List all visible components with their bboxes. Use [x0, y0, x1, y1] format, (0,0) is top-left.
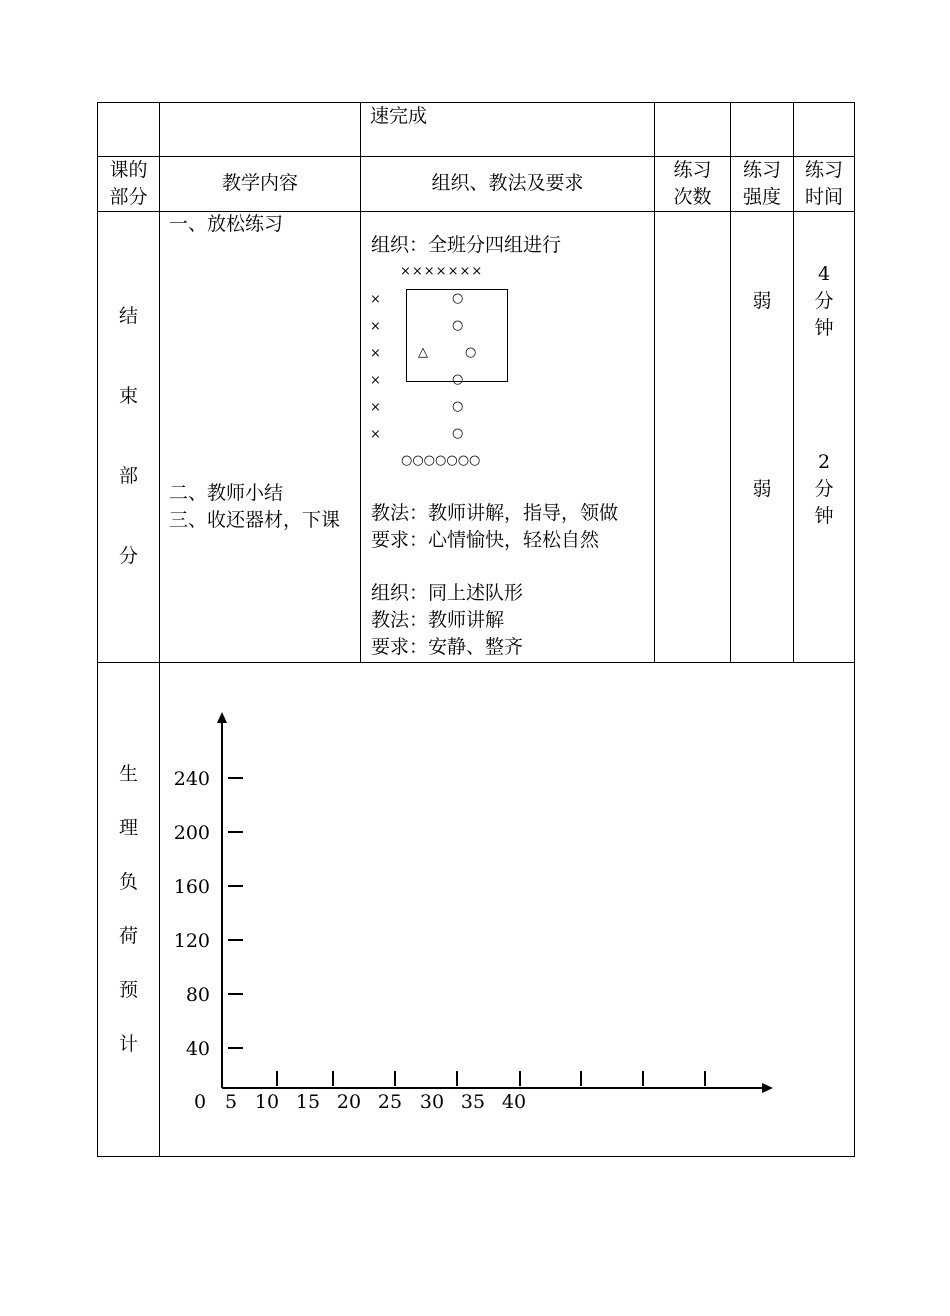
org-line-2: 组织：同上述队形: [371, 582, 524, 604]
y-axis-arrow: [217, 712, 227, 723]
x-tick-label: 30: [419, 1091, 445, 1113]
x-tick-label: 15: [295, 1091, 321, 1113]
circle-mark: ○: [452, 372, 464, 387]
method-line-2: 教法：教师讲解: [371, 609, 505, 631]
time-unit-2: 钟: [814, 317, 834, 339]
circle-mark: ○: [452, 318, 464, 333]
header-intensity-line1: 练习: [742, 159, 781, 181]
cross-mark: ×: [370, 427, 381, 442]
x-tick-label: 40: [501, 1091, 527, 1113]
x-tick-label: 20: [336, 1091, 362, 1113]
circle-mark: ○: [452, 291, 464, 306]
content-item-summary: 二、教师小结: [169, 482, 284, 504]
content-item-dismiss: 三、收还器材，下课: [169, 509, 341, 531]
x-tick-label: 25: [377, 1091, 403, 1113]
y-tick-label: 200: [173, 822, 210, 844]
y-tick-label: 160: [173, 876, 210, 898]
circle-mark: ○: [465, 345, 477, 360]
header-count-line2: 次数: [673, 186, 712, 208]
section-char: 分: [118, 545, 138, 567]
formation-bottom-row: ○○○○○○○: [401, 453, 481, 468]
triangle-mark: △: [418, 345, 428, 360]
header-intensity-line2: 强度: [742, 186, 781, 208]
requirement-line-2: 要求：安静、整齐: [371, 636, 524, 658]
header-organization: 组织、教法及要求: [431, 172, 584, 194]
cross-mark: ×: [370, 292, 381, 307]
time-digit: 2: [817, 451, 831, 473]
time-unit-1: 分: [814, 290, 834, 312]
org-line-1: 组织：全班分四组进行: [371, 234, 562, 256]
load-char: 计: [118, 1033, 138, 1055]
cross-mark: ×: [370, 319, 381, 334]
time-digit: 4: [817, 263, 831, 285]
cross-mark: ×: [370, 346, 381, 361]
header-time-line1: 练习: [804, 159, 843, 181]
y-tick-label: 240: [173, 768, 210, 790]
intensity-value: 弱: [752, 478, 772, 500]
header-content: 教学内容: [221, 172, 298, 194]
header-time-line2: 时间: [804, 186, 843, 208]
circle-mark: ○: [452, 426, 464, 441]
load-char: 负: [118, 871, 138, 893]
circle-mark: ○: [452, 399, 464, 414]
method-line-1: 教法：教师讲解，指导，领做: [371, 502, 619, 524]
y-tick-label: 40: [185, 1038, 210, 1060]
load-char: 生: [118, 763, 138, 785]
x-tick-label: 5: [224, 1091, 238, 1113]
header-count-line1: 练习: [673, 159, 712, 181]
y-tick-label: 80: [185, 984, 210, 1006]
cross-mark: ×: [370, 400, 381, 415]
x-tick-label: 35: [460, 1091, 486, 1113]
section-char: 部: [118, 465, 138, 487]
load-char: 荷: [118, 925, 138, 947]
section-char: 结: [118, 305, 138, 327]
time-unit-1: 分: [814, 478, 834, 500]
cross-mark: ×: [370, 373, 381, 388]
x-tick-label: 0: [193, 1091, 207, 1113]
load-char: 理: [118, 817, 138, 839]
continuation-text: 速完成: [370, 105, 428, 127]
header-section-line1: 课的: [109, 159, 148, 181]
y-tick-label: 120: [173, 930, 210, 952]
requirement-line-1: 要求：心情愉快，轻松自然: [371, 529, 600, 551]
load-char: 预: [118, 979, 138, 1001]
content-item-relax: 一、放松练习: [169, 213, 284, 235]
x-tick-label: 10: [254, 1091, 280, 1113]
intensity-value: 弱: [752, 290, 772, 312]
header-section-line2: 部分: [109, 186, 148, 208]
time-unit-2: 钟: [814, 505, 834, 527]
section-char: 束: [118, 385, 138, 407]
x-axis-arrow: [762, 1083, 773, 1093]
formation-top-row: ×××××××: [400, 264, 484, 279]
